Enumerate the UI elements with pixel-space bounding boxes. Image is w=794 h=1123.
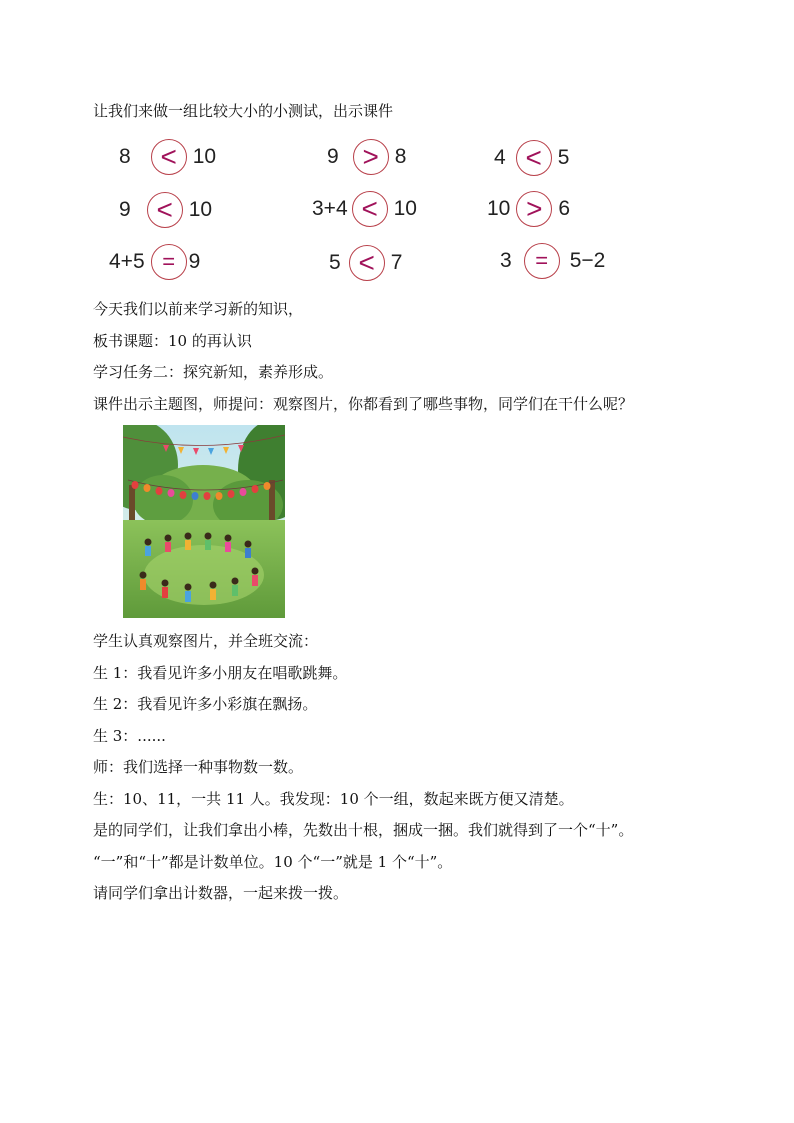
paragraph-12: “一”和“十”都是计数单位。10 个“一”就是 1 个“十”。 [93,853,453,871]
comparison-left: 9 [327,145,339,168]
comparison-right: 5 [557,146,570,169]
paragraph-3: 学习任务二：探究新知，素养形成。 [93,363,334,381]
paragraph-8: 生 3：...... [93,727,166,745]
comparison-right: 8 [394,145,407,168]
comparison-left: 5 [329,251,341,274]
comparison-4 [119,190,212,230]
comparison-left: 4+5 [109,250,145,273]
paragraph-5: 学生认真观察图片，并全班交流： [93,632,319,650]
comparison-right: 10 [188,198,213,221]
paragraph-1: 今天我们以前来学习新的知识， [93,300,304,318]
comparison-right: 6 [558,197,571,220]
comparison-symbol: < [151,139,187,175]
comparison-5 [312,189,417,229]
theme-illustration [123,425,285,618]
paragraph-7: 生 2：我看见许多小彩旗在飘扬。 [93,695,318,713]
comparison-3 [494,138,569,178]
comparison-right: 7 [390,251,403,274]
paragraph-6: 生 1：我看见许多小朋友在唱歌跳舞。 [93,664,348,682]
comparison-symbol: < [147,192,183,228]
intro-line: 让我们来做一组比较大小的小测试，出示课件 [93,102,394,120]
comparison-9 [500,241,605,281]
comparison-left: 3 [500,249,512,272]
paragraph-9: 师：我们选择一种事物数一数。 [93,758,304,776]
paragraph-11: 是的同学们，让我们拿出小棒，先数出十根，捆成一捆。我们就得到了一个“十”。 [93,821,634,839]
paragraph-10: 生：10、11，一共 11 人。我发现：10 个一组，数起来既方便又清楚。 [93,790,574,808]
comparison-2 [327,137,406,177]
comparison-symbol: < [352,191,388,227]
comparison-left: 8 [119,145,131,168]
comparison-8 [329,243,402,283]
comparison-right: 10 [192,145,217,168]
comparison-right: 5−2 [569,249,606,272]
comparison-right: 9 [188,250,201,273]
comparison-1 [119,137,216,177]
comparison-symbol: = [524,243,560,279]
comparison-left: 4 [494,146,506,169]
comparison-symbol: < [349,245,385,281]
comparison-right: 10 [393,197,417,220]
comparison-left: 3+4 [312,197,348,220]
comparison-symbol: < [516,140,552,176]
comparison-symbol: = [151,244,187,280]
paragraph-4: 课件出示主题图，师提问：观察图片，你都看到了哪些事物，同学们在干什么呢？ [93,395,634,413]
paragraph-2: 板书课题：10 的再认识 [93,332,252,350]
comparison-7 [109,242,200,282]
comparison-left: 9 [119,198,131,221]
comparison-symbol: > [516,191,552,227]
comparison-6 [487,189,570,229]
comparison-left: 10 [487,197,511,220]
comparison-symbol: > [353,139,389,175]
paragraph-13: 请同学们拿出计数器，一起来拨一拨。 [93,884,349,902]
